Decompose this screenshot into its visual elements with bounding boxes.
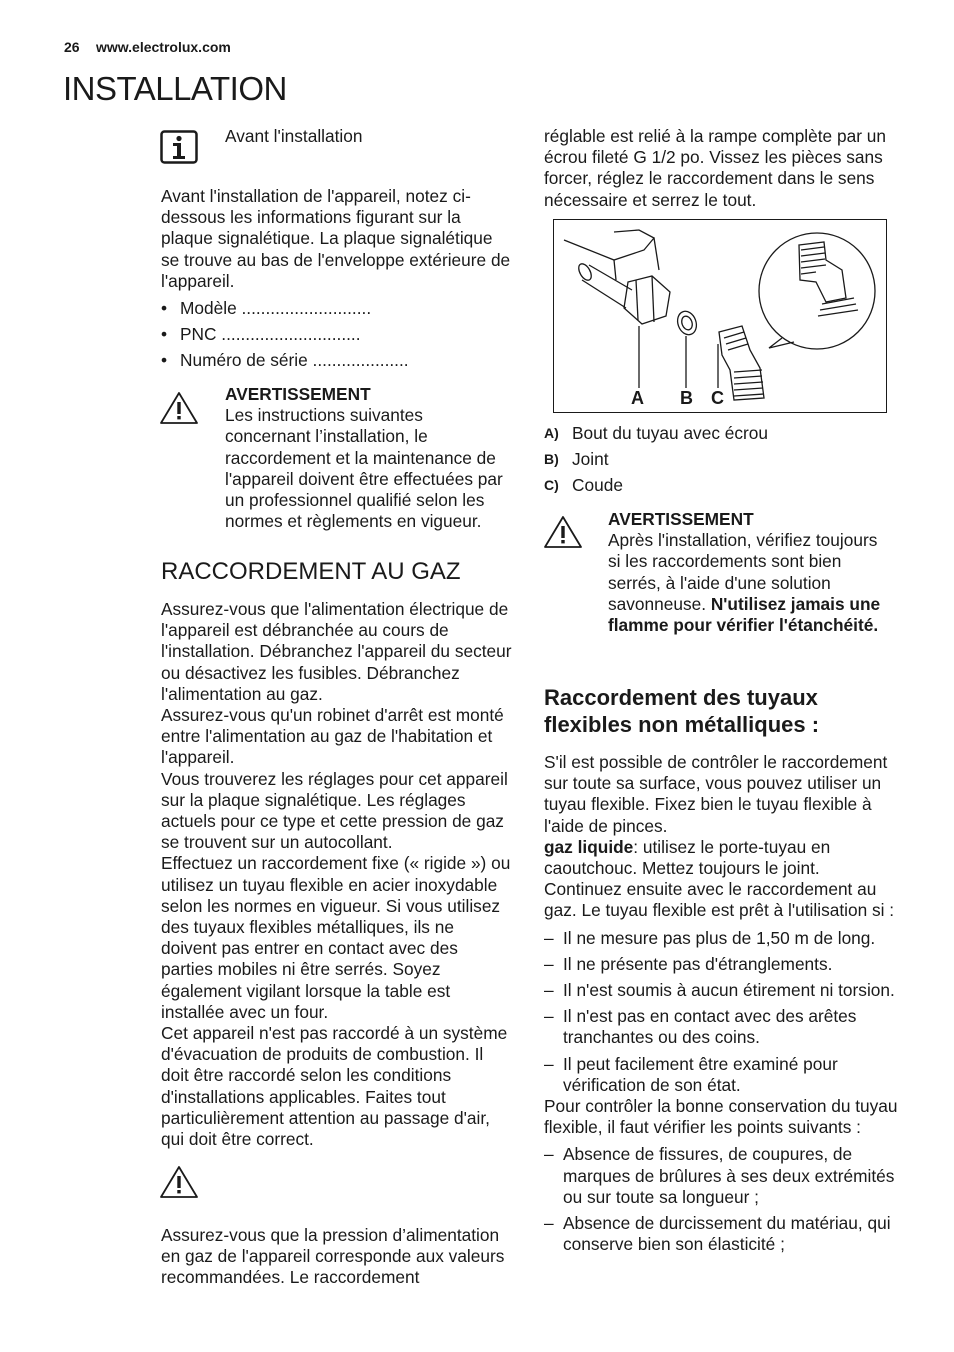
warning-icon — [159, 1165, 199, 1204]
page-number: 26 — [64, 39, 80, 55]
legend-key: A) — [544, 425, 559, 441]
figure-legend — [544, 423, 898, 502]
connection-figure — [553, 219, 887, 413]
continued-paragraph: réglable est relié à la rampe complète par un écrou fileté G 1/2 po. Vissez les pièces sans forcer, réglez le raccordement dans le sens nécessaire et serrez le tout. — [544, 126, 886, 210]
gas-paragraph: Cet appareil n'est pas raccordé à un système d'évacuation de produits de combustion. Il doit être raccordé selon les conditions d'installations applicables. Faites tout particulièrement attention au passage d'air, qui doit être correct. — [161, 1023, 508, 1150]
figure-label-a: A — [631, 388, 644, 408]
legend-key: C) — [544, 477, 559, 494]
condition-item: – Il n'est pas en contact avec des arêtes tranchantes ou des coins. — [544, 1006, 898, 1048]
info-icon — [160, 130, 198, 169]
rating-field-list — [161, 298, 513, 377]
rating-field-model: • Modèle ........................... — [161, 298, 513, 319]
gas-paragraphs — [161, 599, 513, 1150]
section-heading-gas: RACCORDEMENT AU GAZ — [161, 558, 461, 585]
info-text: Avant l'installation — [225, 126, 363, 146]
condition-item: – Il ne mesure pas plus de 1,50 m de long. — [544, 928, 898, 949]
warning-text: Après l'installation, vérifiez toujours si les raccordements sont bien serrés, à l'aide d'une solution savonneuse. — [608, 530, 878, 614]
intro-paragraph: Avant l'installation de l'appareil, notez ci-dessous les informations figurant sur la plaque signalétique. La plaque signalétique se trouve au bas de l'enveloppe extérieure de l'appareil. — [161, 186, 511, 291]
check-item: – Absence de fissures, de coupures, de marques de brûlures à ses deux extrémités ou sur toute sa longueur ; — [544, 1144, 898, 1208]
flexible-intro: S'il est possible de contrôler le raccordement sur toute sa surface, vous pouvez utiliser un tuyau flexible. Fixez bien le tuyau flexible à l'aide de pinces. — [544, 752, 888, 836]
figure-label-b: B — [680, 388, 693, 408]
warning-title: AVERTISSEMENT — [225, 384, 371, 404]
rating-field-serial: • Numéro de série .................... — [161, 350, 513, 371]
rating-field-pnc: • PNC ............................. — [161, 324, 513, 345]
warning-text: Les instructions suivantes concernant l’installation, le raccordement et la maintenance de l'appareil doivent être effectuées par un professionnel qualifié selon les normes et règlements en vigueur. — [225, 405, 503, 532]
liquid-gas-text: : utilisez le porte-tuyau en caoutchouc. Mettez toujours le joint. Continuez ensuite avec le raccordement au gaz. Le tuyau flexible est prêt à l'utilisation si : — [544, 836, 895, 921]
legend-label: Coude — [572, 475, 623, 496]
gas-paragraph: Assurez-vous qu'un robinet d'arrêt est monté entre l'alimentation au gaz de l'habitation et l'appareil. — [161, 705, 504, 768]
check-intro: Pour contrôler la bonne conservation du tuyau flexible, il faut vérifier les points suivants : — [544, 1096, 898, 1138]
condition-item: – Il peut facilement être examiné pour vérification de son état. — [544, 1054, 898, 1096]
figure-label-c: C — [711, 388, 724, 408]
legend-label: Joint — [572, 449, 609, 470]
section-heading-flexible: Raccordement des tuyaux flexibles non métalliques : — [544, 685, 820, 737]
condition-list — [544, 928, 898, 1096]
condition-item: – Il ne présente pas d'étranglements. — [544, 954, 898, 975]
legend-label: Bout du tuyau avec écrou — [572, 423, 768, 443]
warning-bold-text: N'utilisez jamais une flamme pour vérifier l'étanchéité. — [608, 593, 881, 636]
gas-paragraph: Effectuez un raccordement fixe (« rigide ») ou utilisez un tuyau flexible en acier inoxydable selon les normes en vigueur. Si vous utilisez des tuyaux flexibles métalliques, ils ne doivent pas entrer en contact avec des parties mobiles ni être serrés. Soyez également vigilant lorsque la table est installée avec un four. — [161, 853, 511, 1022]
legend-key: B) — [544, 451, 559, 468]
check-item: – Absence de durcissement du matériau, qui conserve bien son élasticité ; — [544, 1213, 898, 1255]
gas-paragraph: Assurez-vous que l'alimentation électrique de l'appareil est débranchée au cours de l'installation. Débranchez l'appareil du secteur ou désactivez les fusibles. Débranchez l'alimentation au gaz. — [161, 599, 512, 704]
warning-icon — [159, 391, 199, 430]
liquid-gas-label: gaz liquide — [544, 836, 634, 857]
pressure-paragraph: Assurez-vous que la pression d’alimentation en gaz de l'appareil corresponde aux valeurs recommandées. Le raccordement — [161, 1225, 505, 1288]
site-url: www.electrolux.com — [96, 39, 231, 55]
warning-title: AVERTISSEMENT — [608, 509, 754, 529]
condition-item: – Il n'est soumis à aucun étirement ni torsion. — [544, 980, 898, 1001]
warning-icon — [543, 515, 583, 554]
connection-diagram — [554, 220, 886, 412]
page-title: INSTALLATION — [63, 70, 287, 107]
flexible-section — [544, 752, 898, 1260]
check-list — [544, 1144, 898, 1255]
gas-paragraph: Vous trouverez les réglages pour cet appareil sur la plaque signalétique. Les réglages actuels pour ce type et cette pression de gaz se trouvent sur un autocollant. — [161, 768, 508, 853]
